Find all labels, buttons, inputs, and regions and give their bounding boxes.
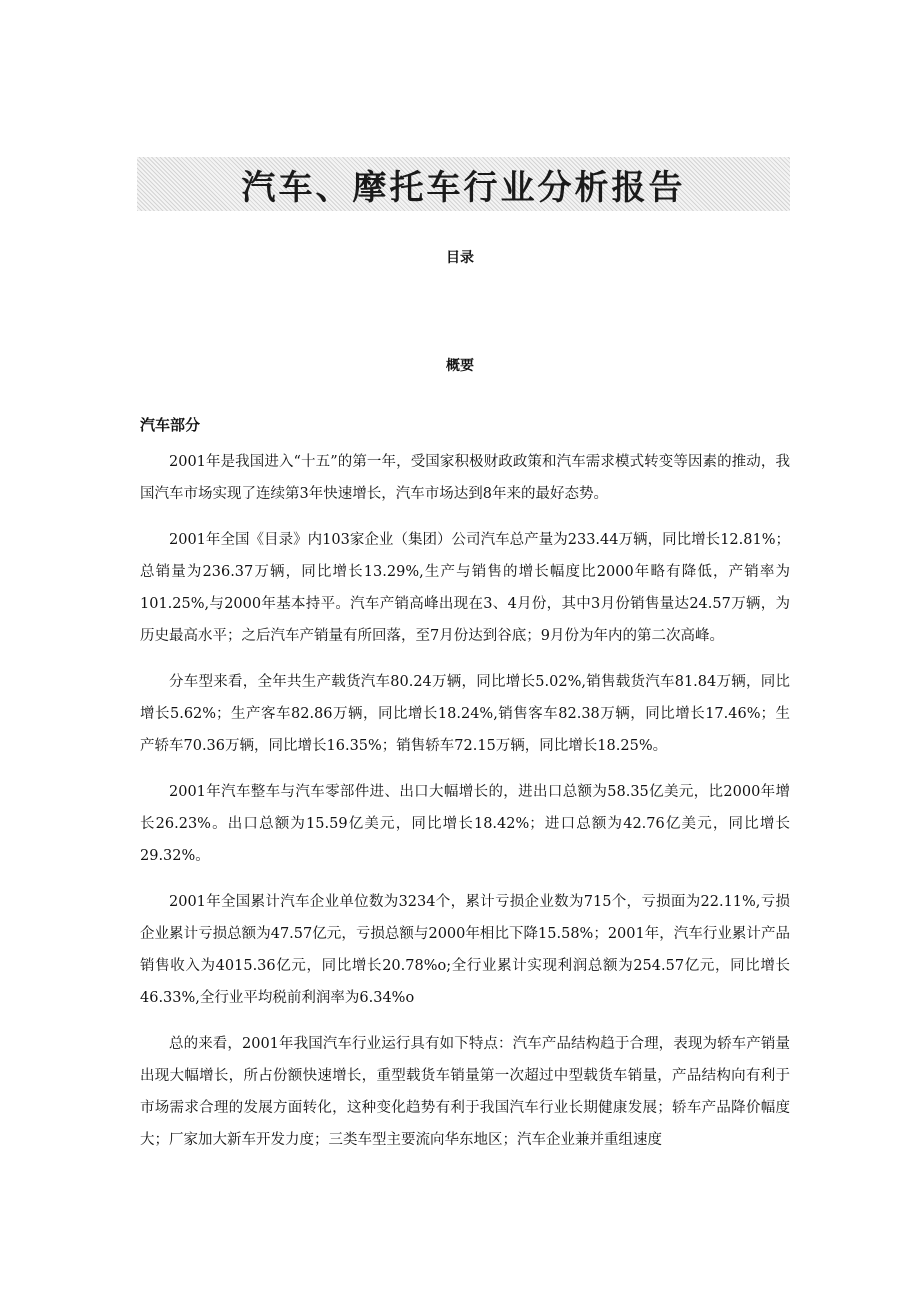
paragraph: 2001年是我国进入“十五”的第一年，受国家积极财政政策和汽车需求模式转变等因素的推动，我国汽车市场实现了连续第3年快速增长，汽车市场达到8年来的最好态势。 (140, 454, 790, 502)
summary-heading: 概要 (446, 358, 474, 374)
title-banner (137, 157, 790, 211)
section-heading: 汽车部分 (140, 416, 201, 434)
toc-heading: 目录 (446, 250, 474, 266)
paragraph: 2001年汽车整车与汽车零部件进、出口大幅增长的，进出口总额为58.35亿美元，比2000年增长26.23%。出口总额为15.59亿美元，同比增长18.42%；进口总额为42.76亿美元，同比增长29.32%。 (140, 784, 790, 864)
paragraph: 2001年全国《目录》内103家企业（集团）公司汽车总产量为233.44万辆，同比增长12.81%；总销量为236.37万辆，同比增长13.29%,生产与销售的增长幅度比2000年略有降低，产销率为101.25%,与2000年基本持平。汽车产销高峰出现在3、4月份，其中3月份销售量达24.57万辆，为历史最高水平；之后汽车产销量有所回落，至7月份达到谷底；9月份为年内的第二次高峰。 (140, 532, 790, 644)
paragraph: 2001年全国累计汽车企业单位数为3234个，累计亏损企业数为715个，亏损面为22.11%,亏损企业累计亏损总额为47.57亿元，亏损总额与2000年相比下降15.58%；2001年，汽车行业累计产品销售收入为4015.36亿元，同比增长20.78%o;全行业累计实现利润总额为254.57亿元，同比增长46.33%,全行业平均税前利润率为6.34%o (140, 894, 790, 1006)
paragraph: 总的来看，2001年我国汽车行业运行具有如下特点：汽车产品结构趋于合理，表现为轿车产销量出现大幅增长，所占份额快速增长，重型载货车销量第一次超过中型载货车销量，产品结构向有利于市场需求合理的发展方面转化，这种变化趋势有利于我国汽车行业长期健康发展；轿车产品降价幅度大；厂家加大新车开发力度；三类车型主要流向华东地区；汽车企业兼并重组速度 (140, 1036, 790, 1148)
body-text (140, 446, 790, 1170)
paragraph: 分车型来看，全年共生产载货汽车80.24万辆，同比增长5.02%,销售载货汽车81.84万辆，同比增长5.62%；生产客车82.86万辆，同比增长18.24%,销售客车82.38万辆，同比增长17.46%；生产轿车70.36万辆，同比增长16.35%；销售轿车72.15万辆，同比增长18.25%。 (140, 674, 790, 754)
document-title: 汽车、摩托车行业分析报告 (241, 167, 686, 208)
